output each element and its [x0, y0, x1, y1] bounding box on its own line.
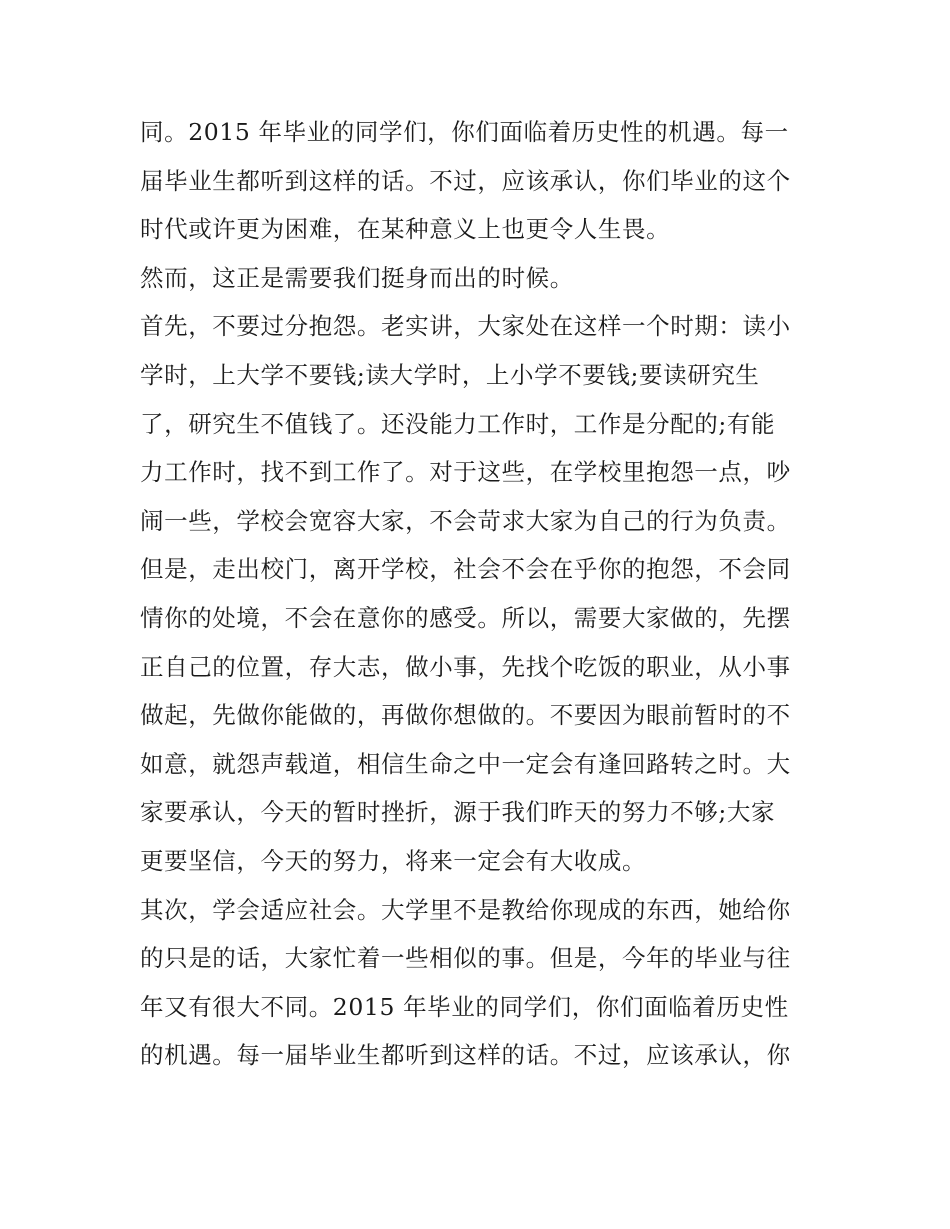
text-line: 学时，上大学不要钱;读大学时，上小学不要钱;要读研究生	[140, 360, 760, 389]
text-line: 正自己的位置，存大志，做小事，先找个吃饭的职业，从小事	[140, 652, 791, 681]
text-line: 年又有很大不同。2015 年毕业的同学们，你们面临着历史性	[140, 992, 789, 1021]
text-line: 届毕业生都听到这样的话。不过，应该承认，你们毕业的这个	[140, 166, 791, 195]
text-line: 做起，先做你能做的，再做你想做的。不要因为眼前暂时的不	[140, 701, 791, 730]
text-line: 情你的处境，不会在意你的感受。所以，需要大家做的，先摆	[140, 603, 791, 632]
text-line: 家要承认，今天的暂时挫折，源于我们昨天的努力不够;大家	[140, 798, 776, 827]
text-line: 然而，这正是需要我们挺身而出的时候。	[140, 263, 574, 292]
text-line: 更要坚信，今天的努力，将来一定会有大收成。	[140, 846, 647, 875]
text-line: 力工作时，找不到工作了。对于这些，在学校里抱怨一点，吵	[140, 458, 791, 487]
text-line: 同。2015 年毕业的同学们，你们面临着历史性的机遇。每一	[140, 118, 789, 146]
text-line: 的机遇。每一届毕业生都听到这样的话。不过，应该承认，你	[140, 1041, 791, 1070]
text-line: 时代或许更为困难，在某种意义上也更令人生畏。	[140, 215, 671, 244]
text-line: 其次，学会适应社会。大学里不是教给你现成的东西，她给你	[140, 895, 791, 924]
body-text	[140, 108, 820, 1080]
text-line: 首先，不要过分抱怨。老实讲，大家处在这样一个时期：读小	[140, 312, 791, 341]
text-line: 如意，就怨声载道，相信生命之中一定会有逢回路转之时。大	[140, 749, 791, 778]
text-line: 闹一些，学校会宽容大家，不会苛求大家为自己的行为负责。	[140, 506, 791, 535]
text-line: 但是，走出校门，离开学校，社会不会在乎你的抱怨，不会同	[140, 555, 791, 584]
text-line: 了，研究生不值钱了。还没能力工作时，工作是分配的;有能	[140, 409, 776, 438]
text-line: 的只是的话，大家忙着一些相似的事。但是，今年的毕业与往	[140, 944, 791, 973]
